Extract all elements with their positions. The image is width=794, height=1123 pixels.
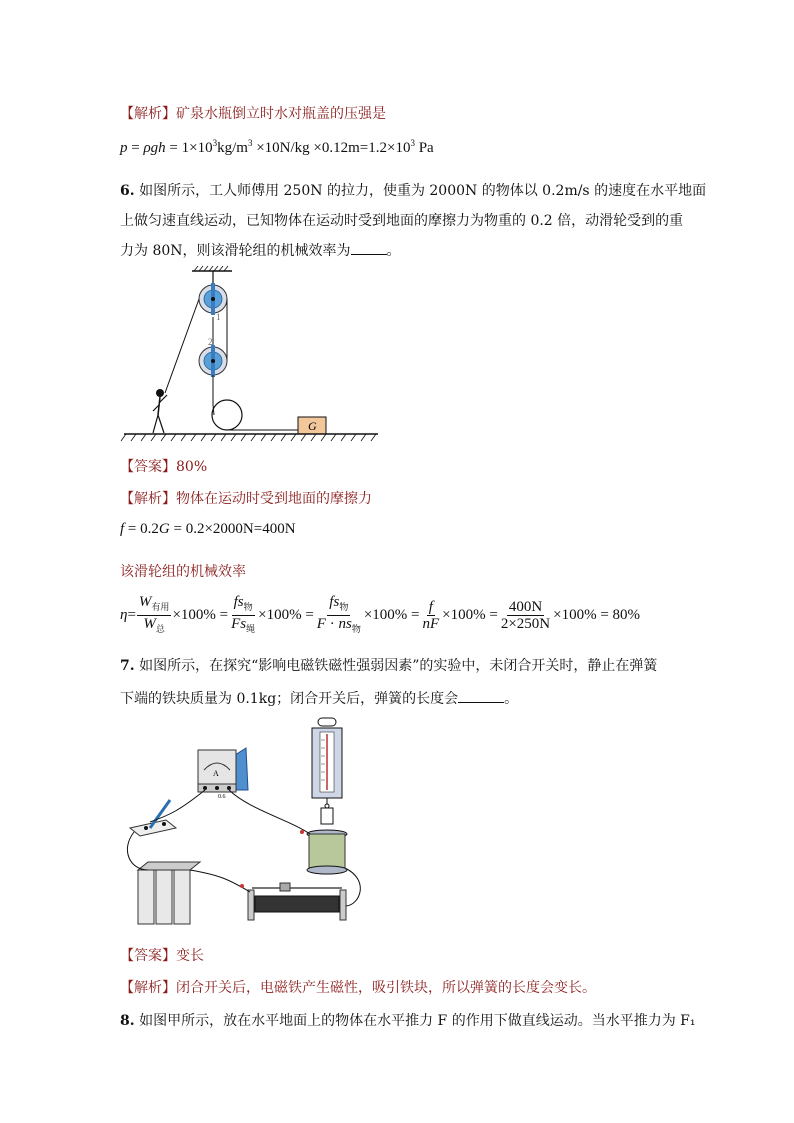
fraction: $\frac{W_{有用}}{W_总}$ [138,594,170,634]
fraction: $\frac{400N}{2\times 250N}$ [500,599,551,632]
question-number: 7. [120,658,135,674]
analysis-tag: 【解析】 [120,491,176,507]
analysis-line [120,103,386,123]
analysis-text: 闭合开关后，电磁铁产生磁性，吸引铁块，所以弹簧的长度会变长。 [176,980,596,996]
question-6-line-3 [120,240,401,260]
efficiency-label: 该滑轮组的机械效率 [120,564,246,580]
analysis-tag: 【解析】 [120,980,176,996]
pulley-figure [120,265,385,445]
question-number: 6. [120,183,135,199]
fraction: $\frac{fs_物}{Fs_绳}$ [231,594,256,634]
answer-line-7 [120,945,204,965]
question-text: 力为 80N，则该滑轮组的机械效率为 [120,243,351,259]
answer-blank [351,242,387,255]
question-7-line-2 [120,688,518,708]
fraction: $\frac{fs_物}{F \cdot ns_物}$ [316,594,361,634]
electromagnet-circuit-figure [120,710,390,940]
pulley-2-label: 2 [208,337,213,347]
analysis-text: 物体在运动时受到地面的摩擦力 [176,491,372,507]
analysis-tag: 【解析】 [120,106,176,122]
efficiency-formula: η = $\frac{W_{有用}}{W_总}$ ×100% = $\frac{fs_物}{Fs_绳}$ ×100% = $\frac{fs_物}{F \cdot ns_物}$ ×100% = $\frac{f}{nF}$ ×100% = $\frac{400N}{2\times 250N}$ ×100% = 80% [120,594,640,637]
fraction: $\frac{f}{nF}$ [422,599,440,632]
answer-tag: 【答案】 [120,948,176,964]
answer-value: 变长 [176,948,204,964]
answer-line-6 [120,456,207,476]
pressure-formula: $p = \rho gh = 1\times 10^3kg/m^3 \times 10N/kg \times 0.12m=1.2\times 10^3$ Pa [120,138,434,156]
question-text: 下端的铁块质量为 0.1kg；闭合开关后，弹簧的长度会 [120,691,459,707]
question-8-line-1 [120,1010,695,1030]
question-6-line-1 [120,180,706,200]
analysis-line-6 [120,488,372,508]
ammeter-label: A [213,769,219,778]
friction-formula: f = 0.2G = 0.2×2000N=400N [120,521,296,537]
question-text: 如图所示，在探究“影响电磁铁磁性强弱因素”的实验中，未闭合开关时，静止在弹簧 [139,658,658,674]
period: 。 [504,691,519,707]
question-text: 如图所示，工人师傅用 250N 的拉力，使重为 2000N 的物体以 0.2m/s 的速度在水平地面 [139,183,707,199]
question-7-line-1 [120,655,657,675]
answer-blank [458,690,504,703]
question-text: 上做匀速直线运动，已知物体在运动时受到地面的摩擦力为物重的 0.2 倍，动滑轮受到的重 [120,213,684,229]
question-text: 如图甲所示，放在水平地面上的物体在水平推力 F 的作用下做直线运动。当水平推力为 F₁ [139,1013,696,1029]
question-6-line-2 [120,210,683,230]
ammeter-scale-label: 0.6 [218,794,226,800]
pulley-1-label: 1 [216,312,221,322]
period: 。 [386,243,401,259]
answer-value: 80% [176,459,208,475]
answer-tag: 【答案】 [120,459,176,475]
analysis-text: 矿泉水瓶倒立时水对瓶盖的压强是 [176,106,386,122]
analysis-line-7 [120,977,596,997]
question-number: 8. [120,1013,135,1029]
block-label: G [308,419,317,433]
